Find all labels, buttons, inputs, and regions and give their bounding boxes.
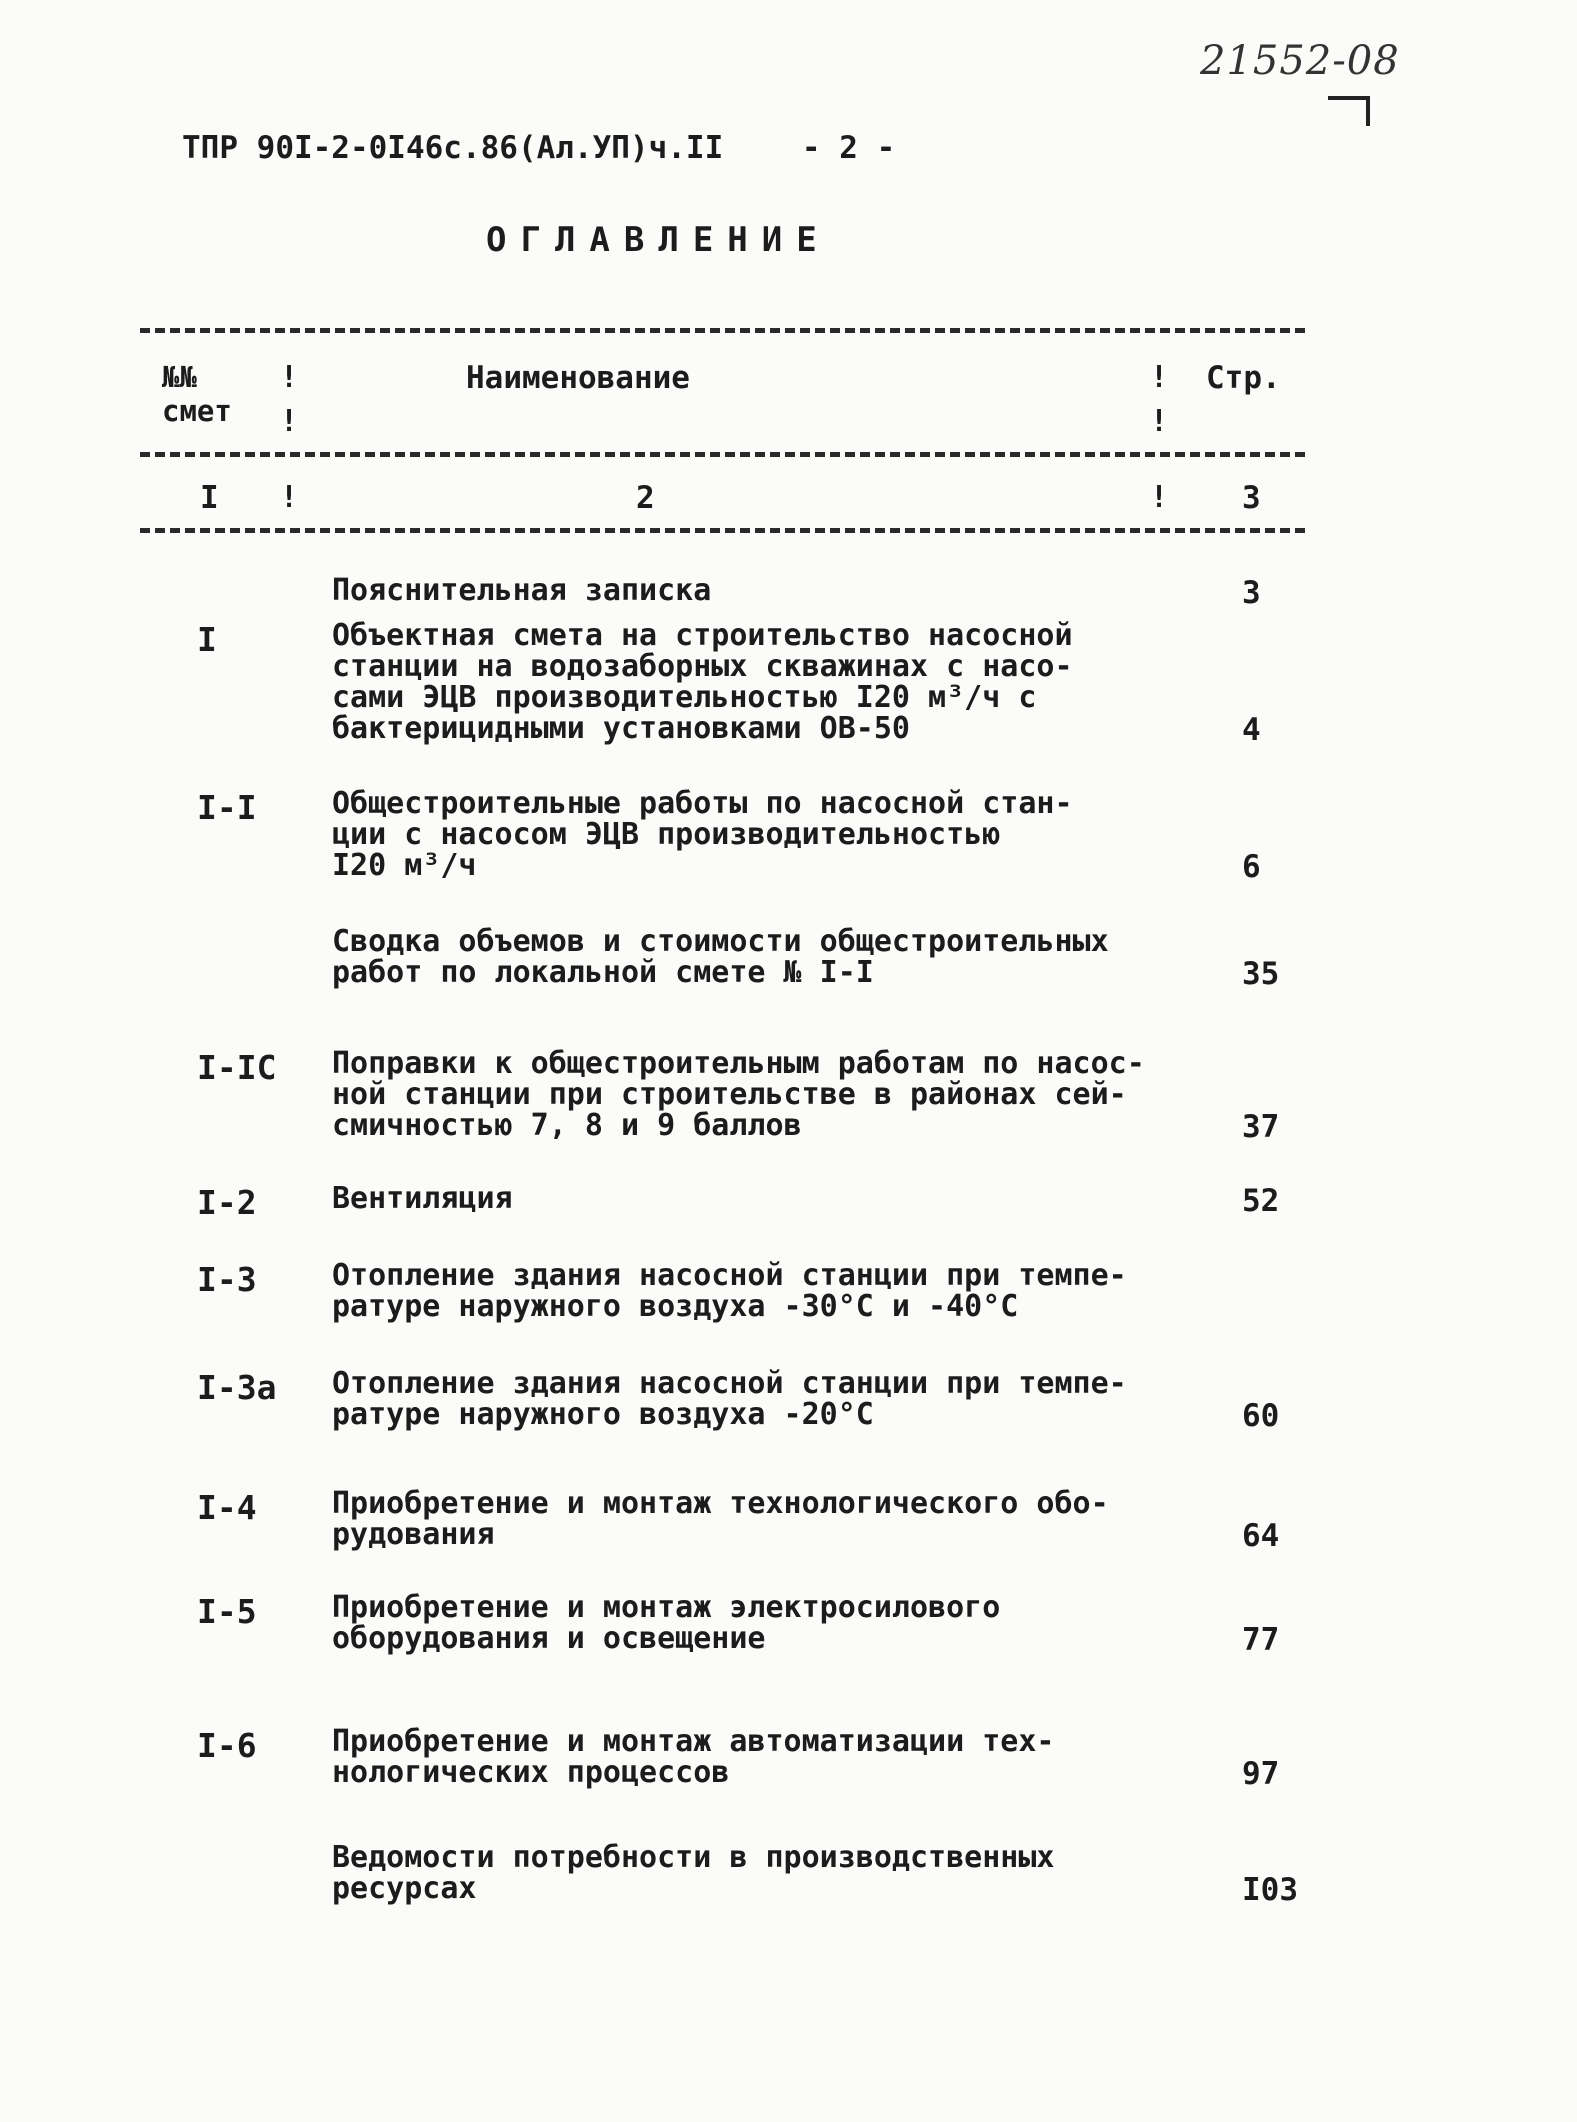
entry-name: Отопление здания насосной станции при темпе- ратуре наружного воздуха -30°С и -40°С [332,1258,1127,1324]
page-title: ОГЛАВЛЕНИЕ [486,220,831,260]
estimate-number: I-5 [197,1592,257,1631]
toc-entry [0,1488,1577,1554]
page-number: - 2 - [801,130,896,166]
entry-name: Поправки к общестроительным работам по насос- ной станции при строительстве в районах сей- смичностью 7, 8 и 9 баллов [332,1046,1145,1143]
entry-name: Сводка объемов и стоимости общестроительных работ по локальной смете № I-I [332,924,1109,990]
entry-name: Объектная смета на строительство насосной станции на водозаборных скважинах с насо- сами ЭЦВ производительностью I20 м³/ч с бактерицидными установками ОВ-50 [332,618,1073,746]
table-header-rule [140,452,1305,457]
entry-name: Приобретение и монтаж технологического обо- рудования [332,1486,1109,1552]
entry-page: 60 [1242,1398,1280,1434]
entry-page: 35 [1242,956,1280,992]
entry-name: Отопление здания насосной станции при темпе- ратуре наружного воздуха -20°С [332,1366,1127,1432]
toc-entry [0,1260,1577,1326]
toc-entry [0,1368,1577,1434]
estimate-number: I-3а [197,1368,277,1407]
toc-entry [0,1842,1577,1908]
estimate-number: I-IC [197,1048,277,1087]
entry-name: Вентиляция [332,1181,513,1216]
table-top-rule [140,328,1305,333]
toc-entry [0,575,1577,611]
column-separator: ! [1150,480,1169,515]
entry-page: 3 [1242,575,1261,611]
toc-entry [0,1181,1577,1222]
entry-name: Пояснительная записка [332,573,712,608]
column-separator: ! [1150,404,1169,439]
estimate-number: I-4 [197,1488,257,1527]
corner-mark [1328,96,1370,126]
entry-page: 6 [1242,849,1261,885]
toc-entry [0,1048,1577,1145]
estimate-number: I [197,620,217,659]
entry-page: 37 [1242,1109,1280,1145]
estimate-number: I-2 [197,1183,257,1222]
entry-page: 77 [1242,1622,1280,1658]
document-code: ТПР 90I-2-0I46с.86(Ал.УП)ч.II [182,130,724,166]
toc-entry [0,788,1577,885]
table-index-rule [140,528,1305,533]
column-separator: ! [1150,360,1169,395]
entry-name: Приобретение и монтаж электросилового оборудования и освещение [332,1590,1001,1656]
entry-page: 64 [1242,1518,1280,1554]
column-separator: ! [280,404,299,439]
entry-name: Общестроительные работы по насосной стан- ции с насосом ЭЦВ производительностью I20 м³/ч [332,786,1073,883]
column-separator: ! [280,360,299,395]
document-header [182,130,895,166]
entry-page: 52 [1242,1183,1280,1219]
handwritten-document-number: 21552-08 [1200,38,1400,84]
entry-page: I03 [1242,1872,1298,1908]
toc-entry [0,926,1577,992]
entry-page: 97 [1242,1756,1280,1792]
toc-entry [0,620,1577,748]
column-index-name: 2 [636,480,655,516]
column-separator: ! [280,480,299,515]
entry-name: Ведомости потребности в производственных ресурсах [332,1840,1055,1906]
entry-name: Приобретение и монтаж автоматизации тех- нологических процессов [332,1724,1055,1790]
column-header-number: №№ смет [162,360,232,428]
column-index-page: 3 [1242,480,1261,516]
toc-entry [0,1726,1577,1792]
column-header-name: Наименование [466,360,690,396]
estimate-number: I-3 [197,1260,257,1299]
toc-entry [0,1592,1577,1658]
entry-page: 4 [1242,712,1261,748]
estimate-number: I-I [197,788,257,827]
estimate-number: I-6 [197,1726,257,1765]
column-header-page: Стр. [1206,360,1281,396]
column-index-number: I [200,480,219,516]
